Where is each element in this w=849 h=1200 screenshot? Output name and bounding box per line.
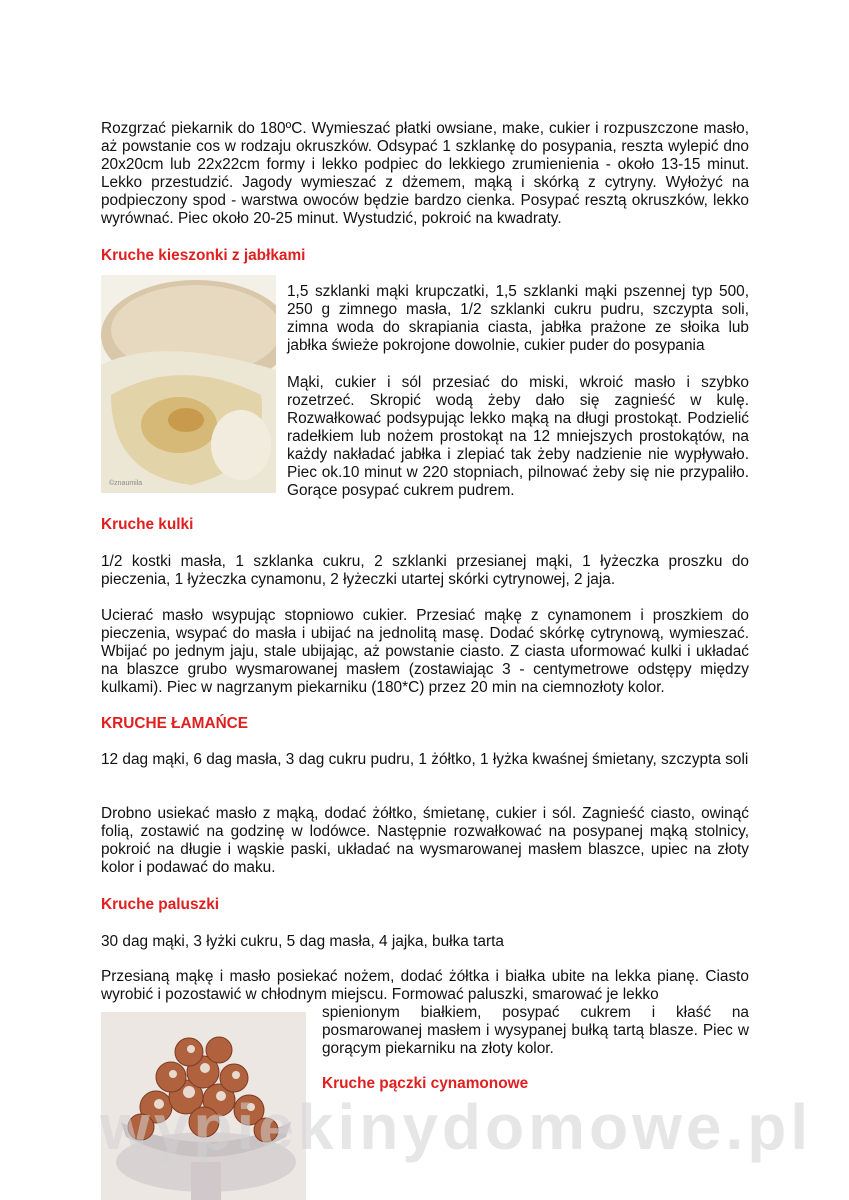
photo-caption: ©znaumila bbox=[109, 480, 143, 487]
heading-paluszki: Kruche paluszki bbox=[101, 896, 220, 913]
heading-kulki: Kruche kulki bbox=[101, 516, 194, 533]
lamance-ingredients: 12 dag mąki, 6 dag masła, 3 dag cukru pudru, 1 żółtko, 1 łyżka kwaśnej śmietany, szczypta soli bbox=[101, 751, 749, 768]
kieszonki-ingredients: 1,5 szklanki mąki krupczatki, 1,5 szklanki mąki pszennej typ 500, 250 g zimnego masła, 1/2 szklanki cukru pudru, szczypta soli, zimna woda do skrapiania ciasta, jabłka prażone ze słoika lub jabłka świeże pokrojone dowolnie, cukier puder do posypania bbox=[287, 283, 749, 354]
kulki-ingredients: 1/2 kostki masła, 1 szklanka cukru, 2 szklanki przesianej mąki, 1 łyżeczka proszku do pieczenia, 1 łyżeczka cynamonu, 2 łyżeczki utartej skórki cytrynowej, 2 jaja. bbox=[101, 553, 749, 588]
paluszki-method-part2: spienionym białkiem, posypać cukrem i kłaść na posmarowanej masłem i wysypanej bułką tartą blasze. Piec w gorącym piekarniku na złoty kolor. bbox=[322, 1004, 749, 1057]
heading-kieszonki: Kruche kieszonki z jabłkami bbox=[101, 247, 306, 264]
paluszki-ingredients: 30 dag mąki, 3 łyżki cukru, 5 dag masła, 4 jajka, bułka tarta bbox=[101, 933, 504, 950]
site-watermark: wypiekinydomowe.pl bbox=[100, 1091, 813, 1163]
heading-paczki: Kruche pączki cynamonowe bbox=[322, 1075, 529, 1092]
paluszki-method-part1: Przesianą mąkę i masło posiekać nożem, dodać żółtka i białka ubite na lekka pianę. Ciasto wyrobić i pozostawić w chłodnym miejscu. Formować paluszki, smarować je lekko bbox=[101, 968, 749, 1003]
lamance-method: Drobno usiekać masło z mąką, dodać żółtko, śmietanę, cukier i sól. Zagnieść ciasto, owinąć folią, zostawić na godzinę w lodówce. Następnie rozwałkować na posypanej mąką stolnicy, pokroić na długie i wąskie paski, układać na wysmarowanej masłem blaszce, upiec na złoty kolor i podawać do maku. bbox=[101, 805, 749, 876]
kulki-method: Ucierać masło wsypując stopniowo cukier. Przesiać mąkę z cynamonem i proszkiem do pieczenia, wsypać do masła i ubijać na jednolitą masę. Dodać skórkę cytrynową, wymieszać. Wbijać po jednym jaju, stale ubijając, aż powstanie ciasto. Z ciasta uformować kulki i układać na blaszce grubo wysmarowanej masłem (zostawiając 3 - centymetrowe odstępy między kulkami). Piec w nagrzanym piekarniku (180*C) przez 20 min na ciemnozłoty kolor. bbox=[101, 607, 749, 696]
kieszonki-method: Mąki, cukier i sól przesiać do miski, wkroić masło i szybko rozetrzeć. Skropić wodą żeby dało się zagnieść w kulę. Rozwałkować podsypując lekko mąką na długi prostokąt. Podzielić radełkiem lub nożem prostokąt na 12 mniejszych prostokątów, na każdy nakładać jabłka i zlepiać tak żeby nadzienie nie wypływało. Piec ok.10 minut w 220 stopniach, pilnować żeby się nie przypaliło. Gorące posypać cukrem pudrem. bbox=[287, 374, 749, 499]
heading-lamance: KRUCHE ŁAMAŃCE bbox=[101, 715, 249, 732]
intro-paragraph: Rozgrzać piekarnik do 180ºC. Wymieszać płatki owsiane, make, cukier i rozpuszczone masło, aż powstanie cos w rodzaju okruszków. Odsypać 1 szklankę do posypania, reszta wylepić dno 20x20cm lub 22x22cm formy i lekko podpiec do lekkiego zrumienienia - około 13-15 minut. Lekko przestudzić. Jagody wymieszać z dżemem, mąką i skórką z cytryny. Wyłożyć na podpieczony spod - warstwa owoców będzie bardzo cienka. Posypać resztą okruszków, lekko wyrównać. Piec około 20-25 minut. Wystudzić, pokroić na kwadraty. bbox=[101, 120, 749, 227]
apple-pastry-photo bbox=[101, 275, 276, 493]
